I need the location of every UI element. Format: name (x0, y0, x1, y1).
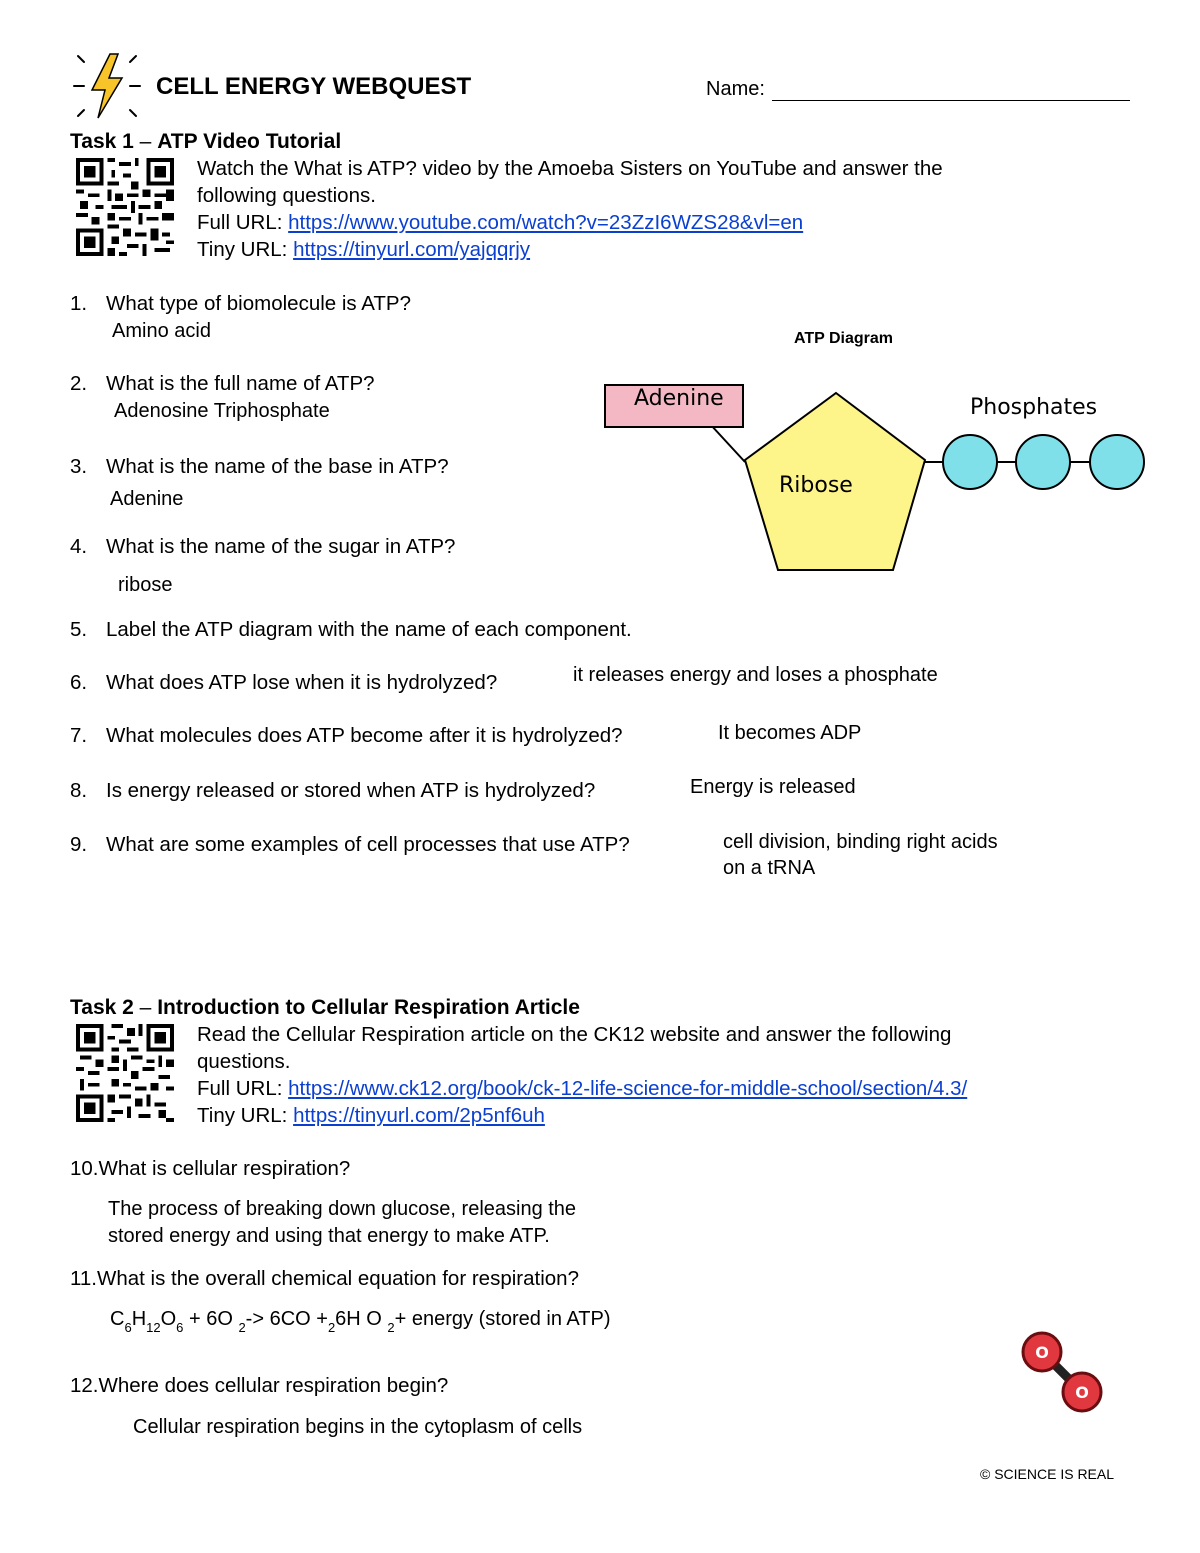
answer-4[interactable]: ribose (118, 574, 173, 596)
qr-code-icon[interactable] (76, 158, 174, 256)
question-12: 12.Where does cellular respiration begin? (70, 1374, 449, 1397)
lightning-icon (72, 50, 142, 122)
task1-tiny-url-link[interactable]: https://tinyurl.com/yajqqrjy (293, 238, 531, 261)
answer-2[interactable]: Adenosine Triphosphate (114, 400, 330, 422)
adenine-label: Adenine (634, 386, 724, 411)
task2-full-url-link[interactable]: https://www.ck12.org/book/ck-12-life-science-for-middle-school/section/4.3/ (288, 1077, 968, 1100)
page-title: CELL ENERGY WEBQUEST (156, 73, 472, 100)
question-3: 3. What is the name of the base in ATP? (70, 455, 449, 478)
svg-text:O: O (1075, 1383, 1089, 1402)
answer-7[interactable]: It becomes ADP (718, 722, 862, 744)
task2-tiny-url-link[interactable]: https://tinyurl.com/2p5nf6uh (293, 1104, 545, 1127)
task1-instructions: Watch the What is ATP? video by the Amoeba Sisters on YouTube and answer the following questions. Full URL: https://www.youtube.com/watch?v=23ZzI6WZS28&vl=en Tiny URL: https://tinyurl.com/yajqqrjy (197, 157, 943, 261)
task1-full-url-link[interactable]: https://www.youtube.com/watch?v=23ZzI6WZS28&vl=en (288, 211, 804, 234)
question-10: 10.What is cellular respiration? (70, 1157, 351, 1180)
qr-code-icon[interactable] (76, 1024, 174, 1122)
ribose-label: Ribose (779, 473, 853, 498)
answer-12[interactable]: Cellular respiration begins in the cytoplasm of cells (133, 1416, 583, 1438)
question-2: 2. What is the full name of ATP? (70, 372, 375, 395)
answer-6[interactable]: it releases energy and loses a phosphate (573, 664, 938, 686)
answer-10[interactable]: The process of breaking down glucose, releasing the stored energy and using that energy to make ATP. (108, 1198, 577, 1247)
question-8: 8. Is energy released or stored when ATP is hydrolyzed? (70, 779, 596, 802)
diagram-title: ATP Diagram (794, 330, 893, 347)
task2-instructions: Read the Cellular Respiration article on the CK12 website and answer the following questions. Full URL: https://www.ck12.org/book/ck-12-life-science-for-middle-school/section/4.3/ Tiny URL: https://tinyurl.com/2p5nf6uh (197, 1023, 968, 1127)
answer-9[interactable]: cell division, binding right acids on a tRNA (723, 831, 998, 879)
question-9: 9. What are some examples of cell processes that use ATP? (70, 833, 630, 856)
phosphate-2 (1016, 435, 1070, 489)
chemical-equation[interactable]: $C_6H_{12}O_6 + 6O$ $_2-> 6CO +_26H$ O $_2$+ energy (stored in ATP) (110, 1308, 611, 1335)
copyright-footer: © SCIENCE IS REAL (980, 1466, 1115, 1482)
answer-1[interactable]: Amino acid (112, 320, 211, 342)
phosphates-label: Phosphates (970, 395, 1098, 420)
phosphate-1 (943, 435, 997, 489)
phosphate-3 (1090, 435, 1144, 489)
task2-heading: Task 2 – Introduction to Cellular Respiration Article (70, 996, 580, 1019)
question-4: 4. What is the name of the sugar in ATP? (70, 535, 456, 558)
question-1: 1. What type of biomolecule is ATP? (70, 292, 411, 315)
task1-heading: Task 1 – ATP Video Tutorial (70, 130, 342, 153)
question-6: 6. What does ATP lose when it is hydrolyzed? (70, 671, 498, 694)
question-11: 11.What is the overall chemical equation for respiration? (70, 1267, 579, 1290)
svg-text:O: O (1035, 1343, 1049, 1362)
answer-8[interactable]: Energy is released (690, 776, 856, 798)
answer-3[interactable]: Adenine (110, 488, 184, 510)
name-field[interactable] (772, 100, 1130, 101)
oxygen-molecule-icon (1018, 1328, 1108, 1420)
question-7: 7. What molecules does ATP become after it is hydrolyzed? (70, 724, 623, 747)
question-5: 5. Label the ATP diagram with the name of each component. (70, 618, 632, 641)
name-label: Name: (706, 78, 765, 100)
